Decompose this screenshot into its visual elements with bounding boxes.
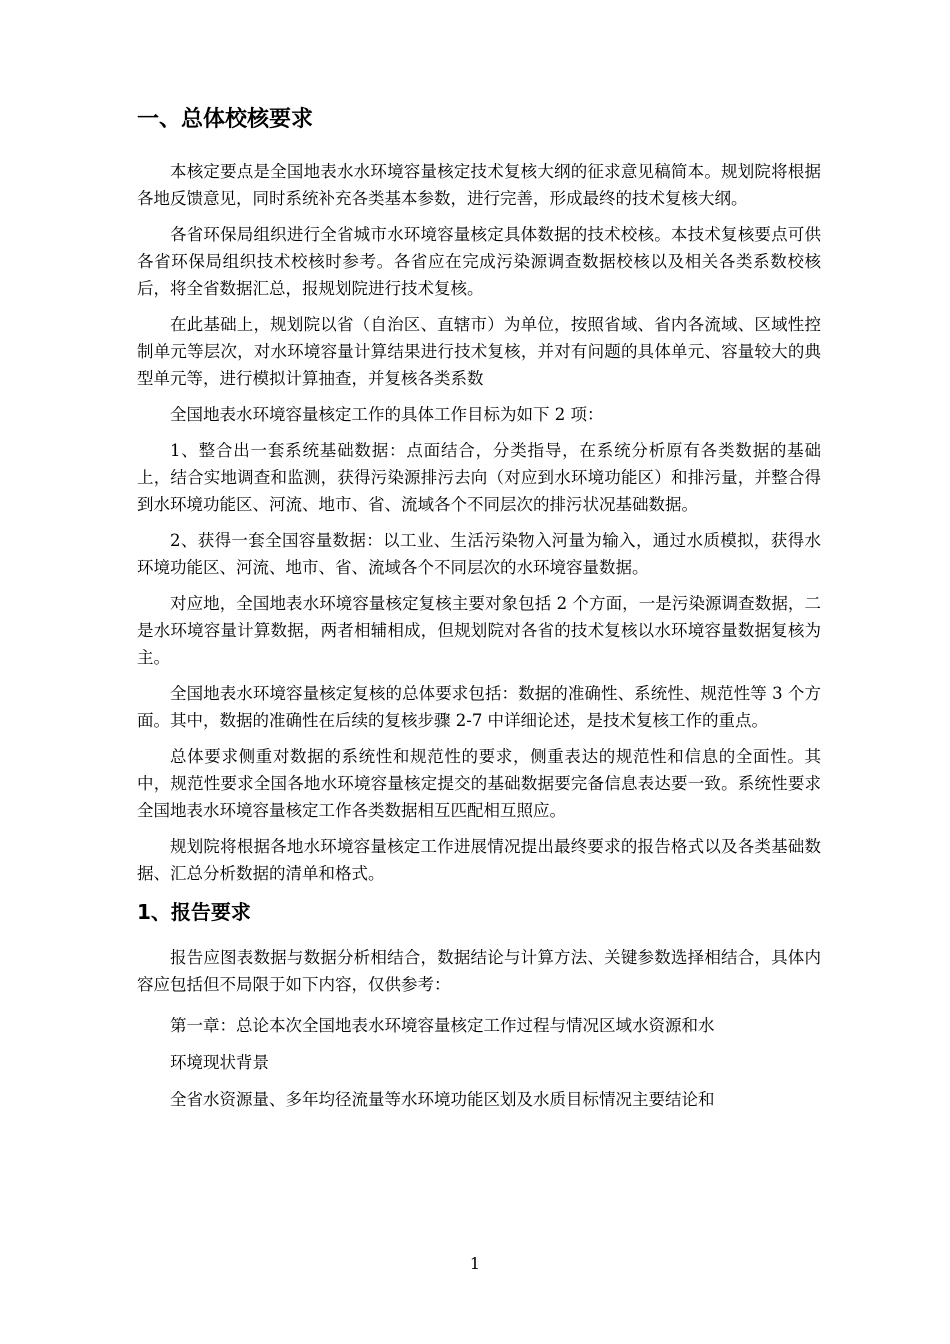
paragraph: 规划院将根据各地水环境容量核定工作进展情况提出最终要求的报告格式以及各类基础数据、汇总分析数据的清单和格式。 [137, 837, 821, 883]
section-heading: 一、总体校核要求 [137, 107, 314, 132]
chapter-line: 全省水资源量、多年均径流量等水环境功能区划及水质目标情况主要结论和 [170, 1090, 715, 1109]
paragraph: 全国地表水环境容量核定复核的总体要求包括：数据的准确性、系统性、规范性等 3 个方面。其中，数据的准确性在后续的复核步骤 2-7 中详细论述，是技术复核工作的重点。 [137, 684, 821, 730]
chapter-line: 环境现状背景 [170, 1053, 269, 1072]
subsection-heading: 1、报告要求 [137, 900, 251, 924]
paragraph: 本核定要点是全国地表水水环境容量核定技术复核大纲的征求意见稿简本。规划院将根据各地反馈意见，同时系统补充各类基本参数，进行完善，形成最终的技术复核大纲。 [137, 162, 821, 208]
paragraph: 2、获得一套全国容量数据：以工业、生活污染物入河量为输入，通过水质模拟，获得水环境功能区、河流、地市、省、流域各个不同层次的水环境容量数据。 [137, 531, 821, 577]
paragraph: 报告应图表数据与数据分析相结合，数据结论与计算方法、关键参数选择相结合，具体内容应包括但不局限于如下内容，仅供参考： [137, 948, 821, 994]
paragraph: 对应地，全国地表水环境容量核定复核主要对象包括 2 个方面，一是污染源调查数据，二是水环境容量计算数据，两者相辅相成，但规划院对各省的技术复核以水环境容量数据复核为主。 [137, 594, 821, 667]
paragraph: 在此基础上，规划院以省（自治区、直辖市）为单位，按照省域、省内各流域、区域性控制单元等层次，对水环境容量计算结果进行技术复核，并对有问题的具体单元、容量较大的典型单元等，进行模拟计算抽查，并复核各类系数 [137, 315, 821, 388]
paragraph: 1、整合出一套系统基础数据：点面结合，分类指导，在系统分析原有各类数据的基础上，结合实地调查和监测，获得污染源排污去向（对应到水环境功能区）和排污量，并整合得到水环境功能区、河流、地市、省、流域各个不同层次的排污状况基础数据。 [137, 441, 821, 514]
paragraph: 全国地表水环境容量核定工作的具体工作目标为如下 2 项： [170, 405, 604, 424]
page-content [137, 102, 821, 1118]
paragraph: 总体要求侧重对数据的系统性和规范性的要求，侧重表达的规范性和信息的全面性。其中，规范性要求全国各地水环境容量核定提交的基础数据要完备信息表达要一致。系统性要求全国地表水环境容量核定工作各类数据相互匹配相互照应。 [137, 747, 821, 820]
paragraph: 各省环保局组织进行全省城市水环境容量核定具体数据的技术校核。本技术复核要点可供各省环保局组织技术校核时参考。各省应在完成污染源调查数据校核以及相关各类系数校核后，将全省数据汇总，报规划院进行技术复核。 [137, 225, 821, 298]
chapter-line: 第一章：总论本次全国地表水环境容量核定工作过程与情况区域水资源和水 [170, 1016, 715, 1035]
page-number: 1 [469, 1254, 481, 1273]
